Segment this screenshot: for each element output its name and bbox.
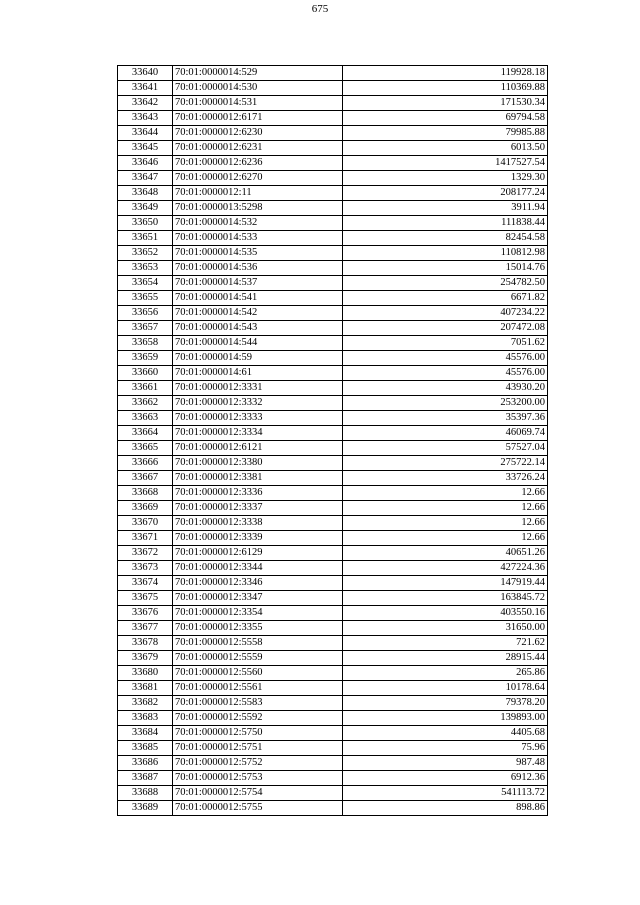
cadastral-number-cell: 70:01:0000012:6129	[173, 546, 343, 561]
table-row	[118, 681, 548, 696]
cadastral-number-cell: 70:01:0000012:3331	[173, 381, 343, 396]
value-cell: 33726.24	[343, 471, 548, 486]
row-number-cell: 33655	[118, 291, 173, 306]
value-cell: 139893.00	[343, 711, 548, 726]
row-number-cell: 33649	[118, 201, 173, 216]
table-row	[118, 381, 548, 396]
cadastral-number-cell: 70:01:0000012:5752	[173, 756, 343, 771]
value-cell: 3911.94	[343, 201, 548, 216]
cadastral-number-cell: 70:01:0000014:530	[173, 81, 343, 96]
row-number-cell: 33656	[118, 306, 173, 321]
value-cell: 28915.44	[343, 651, 548, 666]
cadastral-number-cell: 70:01:0000012:3346	[173, 576, 343, 591]
value-cell: 403550.16	[343, 606, 548, 621]
table-row	[118, 396, 548, 411]
cadastral-number-cell: 70:01:0000012:3355	[173, 621, 343, 636]
cadastral-number-cell: 70:01:0000012:5560	[173, 666, 343, 681]
cadastral-number-cell: 70:01:0000014:529	[173, 66, 343, 81]
row-number-cell: 33648	[118, 186, 173, 201]
row-number-cell: 33687	[118, 771, 173, 786]
row-number-cell: 33678	[118, 636, 173, 651]
table-row	[118, 231, 548, 246]
row-number-cell: 33670	[118, 516, 173, 531]
value-cell: 45576.00	[343, 351, 548, 366]
row-number-cell: 33668	[118, 486, 173, 501]
table-row	[118, 141, 548, 156]
cadastral-number-cell: 70:01:0000012:3381	[173, 471, 343, 486]
table-row	[118, 501, 548, 516]
cadastral-number-cell: 70:01:0000012:3333	[173, 411, 343, 426]
cadastral-number-cell: 70:01:0000012:5583	[173, 696, 343, 711]
value-cell: 82454.58	[343, 231, 548, 246]
cadastral-number-cell: 70:01:0000012:5561	[173, 681, 343, 696]
value-cell: 1329.30	[343, 171, 548, 186]
cadastral-number-cell: 70:01:0000012:3354	[173, 606, 343, 621]
table-row	[118, 111, 548, 126]
value-cell: 40651.26	[343, 546, 548, 561]
table-row	[118, 456, 548, 471]
cadastral-number-cell: 70:01:0000012:5754	[173, 786, 343, 801]
row-number-cell: 33652	[118, 246, 173, 261]
cadastral-number-cell: 70:01:0000014:533	[173, 231, 343, 246]
cadastral-number-cell: 70:01:0000012:6171	[173, 111, 343, 126]
table-row	[118, 276, 548, 291]
row-number-cell: 33681	[118, 681, 173, 696]
table-row	[118, 351, 548, 366]
table-row	[118, 66, 548, 81]
row-number-cell: 33661	[118, 381, 173, 396]
table-row	[118, 801, 548, 816]
cadastral-number-cell: 70:01:0000014:535	[173, 246, 343, 261]
row-number-cell: 33665	[118, 441, 173, 456]
table-row	[118, 336, 548, 351]
table-row	[118, 186, 548, 201]
table-row	[118, 216, 548, 231]
value-cell: 427224.36	[343, 561, 548, 576]
table-row	[118, 606, 548, 621]
row-number-cell: 33663	[118, 411, 173, 426]
table-row	[118, 156, 548, 171]
cadastral-number-cell: 70:01:0000012:5559	[173, 651, 343, 666]
value-cell: 110369.88	[343, 81, 548, 96]
value-cell: 6671.82	[343, 291, 548, 306]
cadastre-table	[117, 65, 548, 816]
value-cell: 254782.50	[343, 276, 548, 291]
row-number-cell: 33645	[118, 141, 173, 156]
table-row	[118, 651, 548, 666]
row-number-cell: 33684	[118, 726, 173, 741]
row-number-cell: 33647	[118, 171, 173, 186]
cadastral-number-cell: 70:01:0000012:6270	[173, 171, 343, 186]
table-row	[118, 621, 548, 636]
table-row	[118, 636, 548, 651]
table-row	[118, 786, 548, 801]
value-cell: 207472.08	[343, 321, 548, 336]
value-cell: 987.48	[343, 756, 548, 771]
row-number-cell: 33666	[118, 456, 173, 471]
value-cell: 163845.72	[343, 591, 548, 606]
row-number-cell: 33677	[118, 621, 173, 636]
cadastral-number-cell: 70:01:0000012:5558	[173, 636, 343, 651]
value-cell: 43930.20	[343, 381, 548, 396]
value-cell: 10178.64	[343, 681, 548, 696]
value-cell: 4405.68	[343, 726, 548, 741]
table-body	[118, 66, 548, 816]
value-cell: 721.62	[343, 636, 548, 651]
value-cell: 12.66	[343, 531, 548, 546]
table-row	[118, 96, 548, 111]
cadastral-number-cell: 70:01:0000012:3339	[173, 531, 343, 546]
value-cell: 110812.98	[343, 246, 548, 261]
row-number-cell: 33679	[118, 651, 173, 666]
page-number: 675	[311, 3, 329, 15]
row-number-cell: 33689	[118, 801, 173, 816]
table-row	[118, 696, 548, 711]
row-number-cell: 33660	[118, 366, 173, 381]
cadastral-number-cell: 70:01:0000012:3338	[173, 516, 343, 531]
table-row	[118, 561, 548, 576]
cadastral-number-cell: 70:01:0000012:3332	[173, 396, 343, 411]
value-cell: 898.86	[343, 801, 548, 816]
cadastral-number-cell: 70:01:0000014:536	[173, 261, 343, 276]
value-cell: 35397.36	[343, 411, 548, 426]
table-row	[118, 81, 548, 96]
value-cell: 1417527.54	[343, 156, 548, 171]
value-cell: 275722.14	[343, 456, 548, 471]
value-cell: 15014.76	[343, 261, 548, 276]
value-cell: 57527.04	[343, 441, 548, 456]
row-number-cell: 33685	[118, 741, 173, 756]
table-row	[118, 171, 548, 186]
value-cell: 12.66	[343, 516, 548, 531]
row-number-cell: 33671	[118, 531, 173, 546]
row-number-cell: 33650	[118, 216, 173, 231]
value-cell: 171530.34	[343, 96, 548, 111]
row-number-cell: 33669	[118, 501, 173, 516]
cadastral-number-cell: 70:01:0000012:3347	[173, 591, 343, 606]
value-cell: 6013.50	[343, 141, 548, 156]
table-row	[118, 741, 548, 756]
row-number-cell: 33659	[118, 351, 173, 366]
table-row	[118, 756, 548, 771]
table-row	[118, 126, 548, 141]
value-cell: 46069.74	[343, 426, 548, 441]
row-number-cell: 33674	[118, 576, 173, 591]
table-row	[118, 666, 548, 681]
row-number-cell: 33651	[118, 231, 173, 246]
table-row	[118, 411, 548, 426]
row-number-cell: 33658	[118, 336, 173, 351]
value-cell: 208177.24	[343, 186, 548, 201]
cadastral-number-cell: 70:01:0000014:542	[173, 306, 343, 321]
table-row	[118, 261, 548, 276]
value-cell: 75.96	[343, 741, 548, 756]
cadastral-number-cell: 70:01:0000014:59	[173, 351, 343, 366]
value-cell: 79378.20	[343, 696, 548, 711]
cadastral-number-cell: 70:01:0000012:5751	[173, 741, 343, 756]
value-cell: 407234.22	[343, 306, 548, 321]
row-number-cell: 33653	[118, 261, 173, 276]
cadastral-number-cell: 70:01:0000012:11	[173, 186, 343, 201]
cadastral-number-cell: 70:01:0000014:537	[173, 276, 343, 291]
value-cell: 119928.18	[343, 66, 548, 81]
cadastral-number-cell: 70:01:0000012:3336	[173, 486, 343, 501]
table-row	[118, 366, 548, 381]
value-cell: 31650.00	[343, 621, 548, 636]
row-number-cell: 33642	[118, 96, 173, 111]
table-row	[118, 321, 548, 336]
cadastral-number-cell: 70:01:0000012:5753	[173, 771, 343, 786]
cadastral-number-cell: 70:01:0000012:3344	[173, 561, 343, 576]
value-cell: 12.66	[343, 501, 548, 516]
cadastral-number-cell: 70:01:0000012:6231	[173, 141, 343, 156]
cadastral-number-cell: 70:01:0000012:5755	[173, 801, 343, 816]
row-number-cell: 33676	[118, 606, 173, 621]
row-number-cell: 33673	[118, 561, 173, 576]
row-number-cell: 33686	[118, 756, 173, 771]
table-row	[118, 441, 548, 456]
value-cell: 541113.72	[343, 786, 548, 801]
cadastral-number-cell: 70:01:0000012:6236	[173, 156, 343, 171]
row-number-cell: 33646	[118, 156, 173, 171]
cadastral-number-cell: 70:01:0000012:5592	[173, 711, 343, 726]
row-number-cell: 33640	[118, 66, 173, 81]
table-row	[118, 486, 548, 501]
value-cell: 6912.36	[343, 771, 548, 786]
row-number-cell: 33641	[118, 81, 173, 96]
value-cell: 12.66	[343, 486, 548, 501]
table-row	[118, 516, 548, 531]
table-row	[118, 591, 548, 606]
table-row	[118, 246, 548, 261]
value-cell: 253200.00	[343, 396, 548, 411]
table-row	[118, 531, 548, 546]
cadastral-number-cell: 70:01:0000012:3380	[173, 456, 343, 471]
cadastral-number-cell: 70:01:0000014:531	[173, 96, 343, 111]
row-number-cell: 33667	[118, 471, 173, 486]
table-row	[118, 576, 548, 591]
value-cell: 45576.00	[343, 366, 548, 381]
cadastral-number-cell: 70:01:0000014:61	[173, 366, 343, 381]
value-cell: 79985.88	[343, 126, 548, 141]
row-number-cell: 33688	[118, 786, 173, 801]
cadastral-number-cell: 70:01:0000012:6230	[173, 126, 343, 141]
table-row	[118, 711, 548, 726]
row-number-cell: 33664	[118, 426, 173, 441]
value-cell: 147919.44	[343, 576, 548, 591]
row-number-cell: 33643	[118, 111, 173, 126]
row-number-cell: 33657	[118, 321, 173, 336]
value-cell: 7051.62	[343, 336, 548, 351]
cadastral-number-cell: 70:01:0000014:532	[173, 216, 343, 231]
table-row	[118, 291, 548, 306]
table-row	[118, 471, 548, 486]
row-number-cell: 33644	[118, 126, 173, 141]
cadastral-number-cell: 70:01:0000012:3337	[173, 501, 343, 516]
cadastral-number-cell: 70:01:0000014:544	[173, 336, 343, 351]
table-row	[118, 201, 548, 216]
value-cell: 111838.44	[343, 216, 548, 231]
table-row	[118, 546, 548, 561]
cadastral-number-cell: 70:01:0000014:541	[173, 291, 343, 306]
table-row	[118, 426, 548, 441]
row-number-cell: 33654	[118, 276, 173, 291]
table-row	[118, 306, 548, 321]
cadastral-number-cell: 70:01:0000014:543	[173, 321, 343, 336]
row-number-cell: 33683	[118, 711, 173, 726]
row-number-cell: 33672	[118, 546, 173, 561]
cadastral-number-cell: 70:01:0000012:3334	[173, 426, 343, 441]
cadastral-number-cell: 70:01:0000012:6121	[173, 441, 343, 456]
value-cell: 265.86	[343, 666, 548, 681]
table-row	[118, 771, 548, 786]
row-number-cell: 33682	[118, 696, 173, 711]
row-number-cell: 33675	[118, 591, 173, 606]
row-number-cell: 33680	[118, 666, 173, 681]
table-row	[118, 726, 548, 741]
cadastral-number-cell: 70:01:0000012:5750	[173, 726, 343, 741]
row-number-cell: 33662	[118, 396, 173, 411]
cadastral-number-cell: 70:01:0000013:5298	[173, 201, 343, 216]
value-cell: 69794.58	[343, 111, 548, 126]
